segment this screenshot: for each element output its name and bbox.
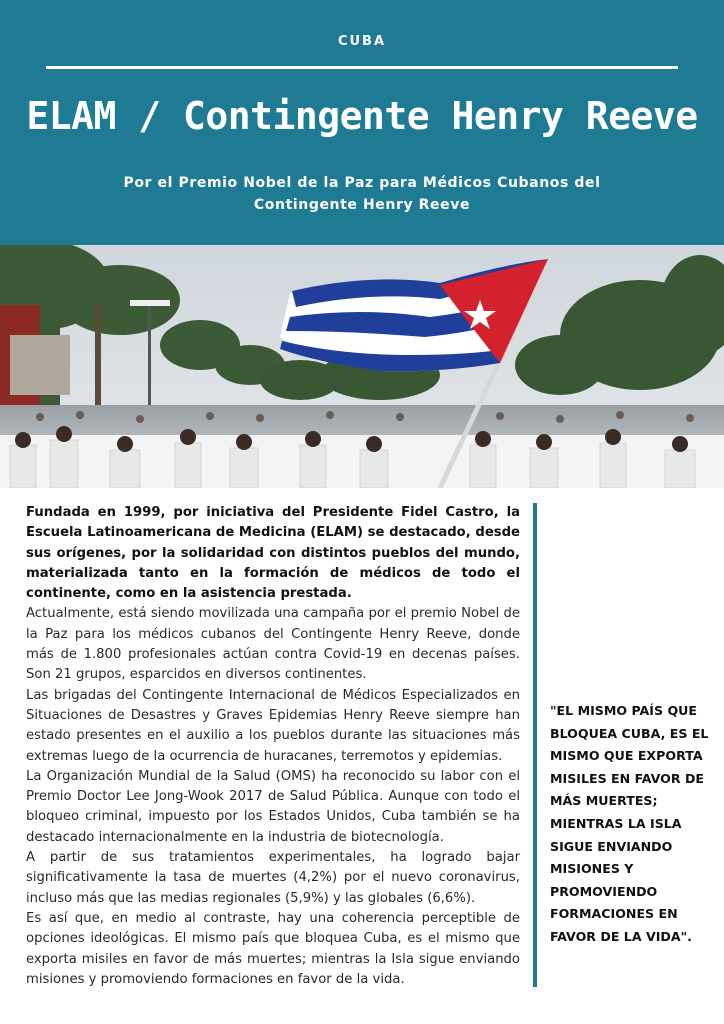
section-kicker: CUBA <box>337 34 387 49</box>
article-paragraph: A partir de sus tratamientos experimentales, ha logrado bajar significativamente la tasa de muertes (4,2%) por el nuevo coronavirus, incluso más que las medias regionales (5,9%) y las globales (6,6%). <box>26 850 520 906</box>
page-subtitle: Por el Premio Nobel de la Paz para Médicos Cubanos del Contingente Henry Reeve <box>123 175 601 213</box>
article-lead-paragraph: Fundada en 1999, por iniciativa del Presidente Fidel Castro, la Escuela Latinoamericana de Medicina (ELAM) se destacado, desde sus orígenes, por la solidaridad con distintos pueblos del mundo, materializada tanto en la formación de médicos de todo el continente, como en la asistencia prestada. <box>26 505 520 602</box>
article-paragraph: Las brigadas del Contingente Internacional de Médicos Especializados en Situaciones de Desastres y Graves Epidemias Henry Reeve siempre han estado presentes en el auxilio a los pueblos durante las situaciones más extremas luego de la ocurrencia de huracanes, terremotos y epidemias. <box>26 687 520 764</box>
article-body <box>26 503 520 990</box>
page-title: ELAM / Contingente Henry Reeve <box>26 94 698 138</box>
pull-quote-divider <box>533 503 537 987</box>
pull-quote: "EL MISMO PAÍS QUE BLOQUEA CUBA, ES EL MISMO QUE EXPORTA MISILES EN FAVOR DE MÁS MUERTES; MIENTRAS LA ISLA SIGUE ENVIANDO MISIONES Y PROMOVIENDO FORMACIONES EN FAVOR DE LA VIDA". <box>550 703 709 944</box>
header-banner <box>0 0 724 245</box>
article-paragraph: Actualmente, está siendo movilizada una campaña por el premio Nobel de la Paz para los médicos cubanos del Contingente Henry Reeve, donde más de 1.800 profesionales actúan contra Covid-19 en decenas países. Son 21 grupos, esparcidos en diversos continentes. <box>26 606 520 683</box>
article-paragraph: Es así que, en medio al contraste, hay una coherencia perceptible de opciones ideológicas. El mismo país que bloquea Cuba, es el mismo que exporta misiles en favor de más muertes; mientras la Isla sigue enviando misiones y promoviendo formaciones en favor de la vida. <box>26 910 520 987</box>
header-divider <box>46 66 678 69</box>
article-paragraph: La Organización Mundial de la Salud (OMS) ha reconocido su labor con el Premio Doctor Lee Jong-Wook 2017 de Salud Pública. Aunque con todo el bloqueo criminal, impuesto por los Estados Unidos, Cuba también se ha destacado internacionalmente en la industria de biotecnología. <box>26 768 520 845</box>
cover-photo <box>0 245 724 488</box>
